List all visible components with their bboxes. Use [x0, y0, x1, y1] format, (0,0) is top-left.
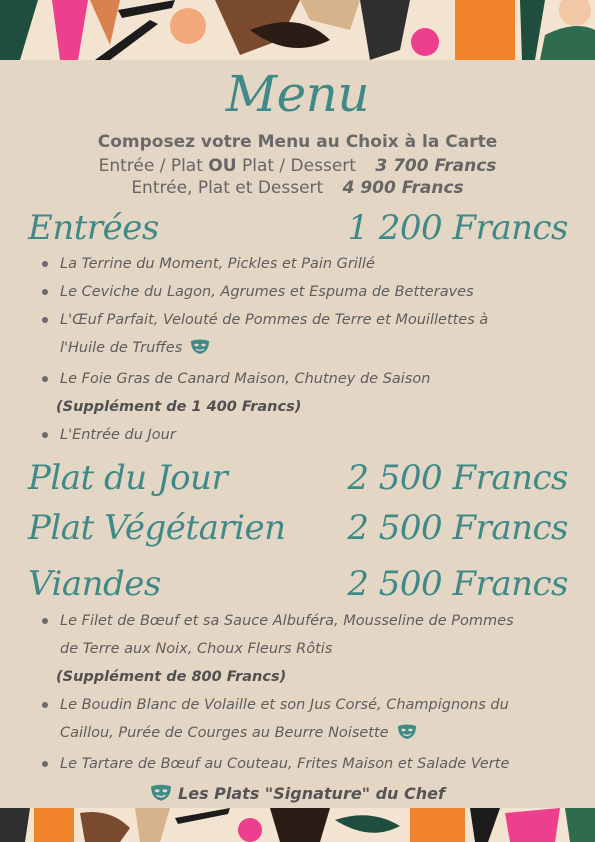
- item-text: Le Filet de Bœuf et sa Sauce Albuféra, Mousseline de Pommes: [60, 613, 514, 629]
- item-text: (Supplément de 800 Francs): [56, 669, 287, 685]
- list-item: [40, 607, 560, 635]
- section-entrees: [28, 206, 568, 250]
- item-text: L'Entrée du Jour: [60, 427, 176, 443]
- item-text: l'Huile de Truffes: [60, 340, 183, 356]
- formula-line-2: [0, 177, 595, 199]
- section-entrees-price: 1 200 Francs: [347, 208, 568, 248]
- formula-1-end: Plat / Dessert: [236, 156, 356, 176]
- item-text: Le Boudin Blanc de Volaille et son Jus Corsé, Champignons du: [60, 697, 509, 713]
- section-plat-vegetarien-price: 2 500 Francs: [347, 508, 568, 548]
- signature-mask-icon: [190, 337, 210, 365]
- bullet-icon: [42, 702, 48, 708]
- item-text: Le Tartare de Bœuf au Couteau, Frites Maison et Salade Verte: [60, 756, 510, 772]
- formula-1-or: OU: [208, 156, 237, 176]
- section-plat-vegetarien: [28, 506, 568, 550]
- section-plat-vegetarien-title: Plat Végétarien: [28, 508, 286, 548]
- bullet-icon: [42, 761, 48, 767]
- bullet-icon: [42, 618, 48, 624]
- list-item: [40, 691, 560, 719]
- item-text: Caillou, Purée de Courges au Beurre Noisette: [60, 725, 389, 741]
- section-viandes-price: 2 500 Francs: [347, 564, 568, 604]
- section-entrees-title: Entrées: [28, 208, 159, 248]
- formula-2-label: Entrée, Plat et Dessert: [131, 178, 324, 198]
- item-text: (Supplément de 1 400 Francs): [56, 399, 302, 415]
- section-viandes: [28, 562, 568, 606]
- bullet-icon: [42, 432, 48, 438]
- section-viandes-title: Viandes: [28, 564, 161, 604]
- signature-mask-icon: [150, 784, 172, 810]
- item-text: Le Ceviche du Lagon, Agrumes et Espuma de Betteraves: [60, 284, 474, 300]
- list-item: [40, 365, 560, 393]
- section-plat-du-jour: [28, 456, 568, 500]
- formula-1-start: Entrée / Plat: [98, 156, 209, 176]
- formula-2-price: 4 900 Francs: [342, 178, 464, 198]
- list-item: [40, 306, 560, 334]
- entrees-list: [40, 250, 560, 449]
- bullet-icon: [42, 317, 48, 323]
- supplement-note: [40, 663, 560, 691]
- signature-legend-text: Les Plats "Signature" du Chef: [178, 784, 445, 803]
- list-item-continued: [40, 635, 560, 663]
- decorative-bottom-band: [0, 808, 595, 842]
- list-item: [40, 421, 560, 449]
- list-item: [40, 278, 560, 306]
- decorative-top-band: [0, 0, 595, 60]
- signature-mask-icon: [397, 722, 417, 750]
- formula-line-1: [0, 155, 595, 177]
- list-item: [40, 750, 560, 778]
- item-text: L'Œuf Parfait, Velouté de Pommes de Terre et Mouillettes à: [60, 312, 489, 328]
- signature-legend: [0, 781, 595, 810]
- formula-heading: Composez votre Menu au Choix à la Carte: [97, 132, 498, 152]
- bullet-icon: [42, 261, 48, 267]
- item-text: Le Foie Gras de Canard Maison, Chutney de Saison: [60, 371, 431, 387]
- viandes-list: [40, 607, 560, 778]
- item-text: La Terrine du Moment, Pickles et Pain Grillé: [60, 256, 375, 272]
- list-item-continued: [40, 334, 560, 365]
- section-plat-du-jour-price: 2 500 Francs: [347, 458, 568, 498]
- bullet-icon: [42, 376, 48, 382]
- section-plat-du-jour-title: Plat du Jour: [28, 458, 228, 498]
- list-item: [40, 250, 560, 278]
- supplement-note: [40, 393, 560, 421]
- item-text: de Terre aux Noix, Choux Fleurs Rôtis: [60, 641, 333, 657]
- menu-title: Menu: [225, 65, 370, 123]
- list-item-continued: [40, 719, 560, 750]
- bullet-icon: [42, 289, 48, 295]
- formula-1-price: 3 700 Francs: [375, 156, 497, 176]
